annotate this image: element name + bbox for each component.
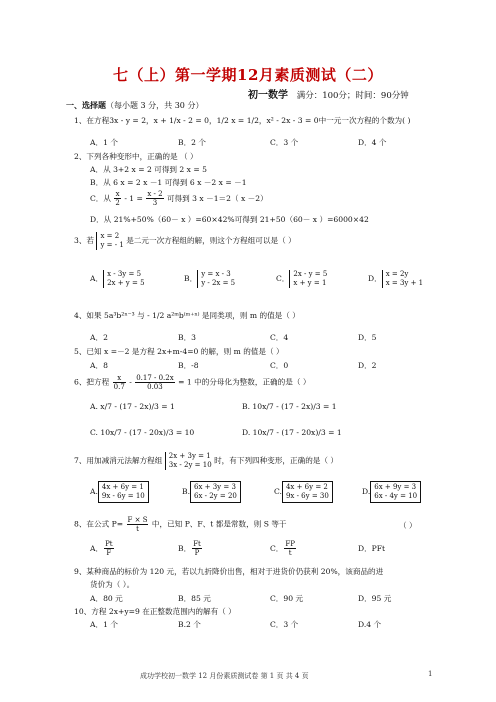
question-2-option-d: D．从 21%+50%（60－ x ）=60×42%可得到 21+50（60－ x ）=6000×42 xyxy=(90,215,369,224)
question-8: 8、在公式 P= $\frac{F \times S}{t}$ 中，已知 P、F、t 都是常数，则 S 等于 （ ） xyxy=(74,516,417,533)
option-d: D. 6x + 9y = 3 6x - 4y = 10 xyxy=(362,481,421,503)
option-c: C. 10x/7 - (17 - 20x)/3 = 10 xyxy=(90,428,195,437)
option-d: D． x = 2y x = 3y + 1 xyxy=(368,270,424,287)
option-b: B．2 个 xyxy=(178,138,207,147)
subtitle-line xyxy=(248,86,409,101)
question-10-options: A．1 个 B.2 个 C．3 个 D.4 个 xyxy=(90,620,382,629)
question-6: 6、把方程 $\frac{x}{0.7}$ - $\frac{0.17 - 0.2x}{0.03}$ = 1 中的分母化为整数，正确的是（ ） xyxy=(74,374,311,391)
question-2-option-b: B．从 6 x = 2 x －1 可得到 6 x －2 x = －1 xyxy=(90,178,247,187)
equation-system: 2x + 3y = 1 3x - 2y = 10 xyxy=(165,452,212,470)
section-label: 一、选择题 xyxy=(66,100,106,110)
question-1-options xyxy=(90,137,470,148)
option-c: C. 4x + 6y = 2 9x - 6y = 30 xyxy=(274,481,362,503)
fraction: $\frac{x - 2}{3}$ xyxy=(147,190,163,207)
fraction: $\frac{x}{2}$ xyxy=(115,190,120,207)
question-10: 10、方程 2x+y=9 在正整数范围内的解有（ ） xyxy=(74,607,236,616)
question-4: 4、如果 5a³b²ⁿ⁻³ 与 - 1/2 a²ᵐb⁽ᵐ⁺ⁿ⁾ 是同类项，则 m 的值是（ ） xyxy=(74,311,300,320)
section-note: （每小题 3 分，共 30 分） xyxy=(106,101,204,110)
question-8-options xyxy=(90,540,470,557)
option-d: D．PFt xyxy=(358,543,386,553)
subject-label: 初一数学 xyxy=(248,90,288,101)
option-a: A. 4x + 6y = 1 9x - 6y = 10 xyxy=(90,481,182,503)
option-c: C． $\frac{FP}{t}$ xyxy=(270,540,295,557)
option-a: A． $\frac{Pt}{F}$ xyxy=(90,540,113,557)
option-b: B． y = x - 3 y - 2x = 5 xyxy=(184,270,236,287)
option-d: D. 10x/7 - (17 - 20x)/3 = 1 xyxy=(242,428,342,437)
question-5: 5、已知 x =－2 是方程 2x+m-4=0 的解，则 m 的值是（ ） xyxy=(74,347,284,356)
question-7: 7、用加减消元法解方程组 2x + 3y = 1 3x - 2y = 10 时，有下列四种变形，正确的是（ ） xyxy=(74,452,338,469)
score-time-info: 满分：100分；时间：90分钟 xyxy=(296,91,409,101)
option-a: A． x - 3y = 5 2x + y = 5 xyxy=(90,270,145,287)
question-3-options xyxy=(90,270,470,288)
question-1: 1、在方程3x - y = 2，x + 1/x - 2 = 0，1/2 x = 1/2，x² - 2x - 3 = 0中一元一次方程的个数为( ) xyxy=(74,116,411,125)
question-2-option-a: A．从 3+2 x = 2 可得到 2 x = 5 xyxy=(90,165,207,174)
option-b: B. 6x + 3y = 3 6x - 2y = 20 xyxy=(182,481,274,503)
question-9-line-1: 9、某种商品的标价为 120 元，若以九折降价出售，相对于进货价仍获利 20%，该商品的进 xyxy=(74,567,384,576)
option-a: A．1 个 xyxy=(90,138,118,147)
question-4-options: A．2 B．3 C．4 D．5 xyxy=(90,333,377,342)
question-5-options: A．8 B．-8 C．0 D．2 xyxy=(90,361,377,370)
option-c: C． 2x - y = 5 x + y = 1 xyxy=(276,270,328,287)
question-7-options xyxy=(90,481,470,503)
question-3: 3、若 x = 2 y = - 1 是二元一次方程组的解，则这个方程组可以是（ ） xyxy=(74,232,296,249)
question-9-options: A．80 元 B．85 元 C．90 元 D．95 元 xyxy=(90,594,392,603)
page-footer: 成功学校初一数学 12 月份素质测试卷 第 1 页 共 4 页 xyxy=(140,672,309,680)
option-b: B． $\frac{Ft}{P}$ xyxy=(178,540,201,557)
question-6-row-2 xyxy=(90,428,470,437)
question-2: 2、下列各种变形中，正确的是 （ ） xyxy=(74,152,198,161)
page-number: 1 xyxy=(428,670,433,678)
option-b: B. 10x/7 - (17 - 2x)/3 = 1 xyxy=(242,402,337,411)
section-heading xyxy=(66,100,203,111)
question-9-line-2: 货价为（ ）。 xyxy=(90,580,135,589)
option-d: D．4 个 xyxy=(358,138,387,147)
option-a: A. x/7 - (17 - 2x)/3 = 1 xyxy=(90,402,175,411)
option-c: C．3 个 xyxy=(270,138,299,147)
question-6-row-1 xyxy=(90,402,470,411)
question-2-option-c: C．从 $\frac{x}{2}$ - 1 = $\frac{x - 2}{3}$ 可得到 3 x －1＝2（ x －2） xyxy=(90,190,268,207)
page-title: 七（上）第一学期12月素质测试（二） xyxy=(113,66,383,84)
equation-system: x = 2 y = - 1 xyxy=(96,232,123,250)
